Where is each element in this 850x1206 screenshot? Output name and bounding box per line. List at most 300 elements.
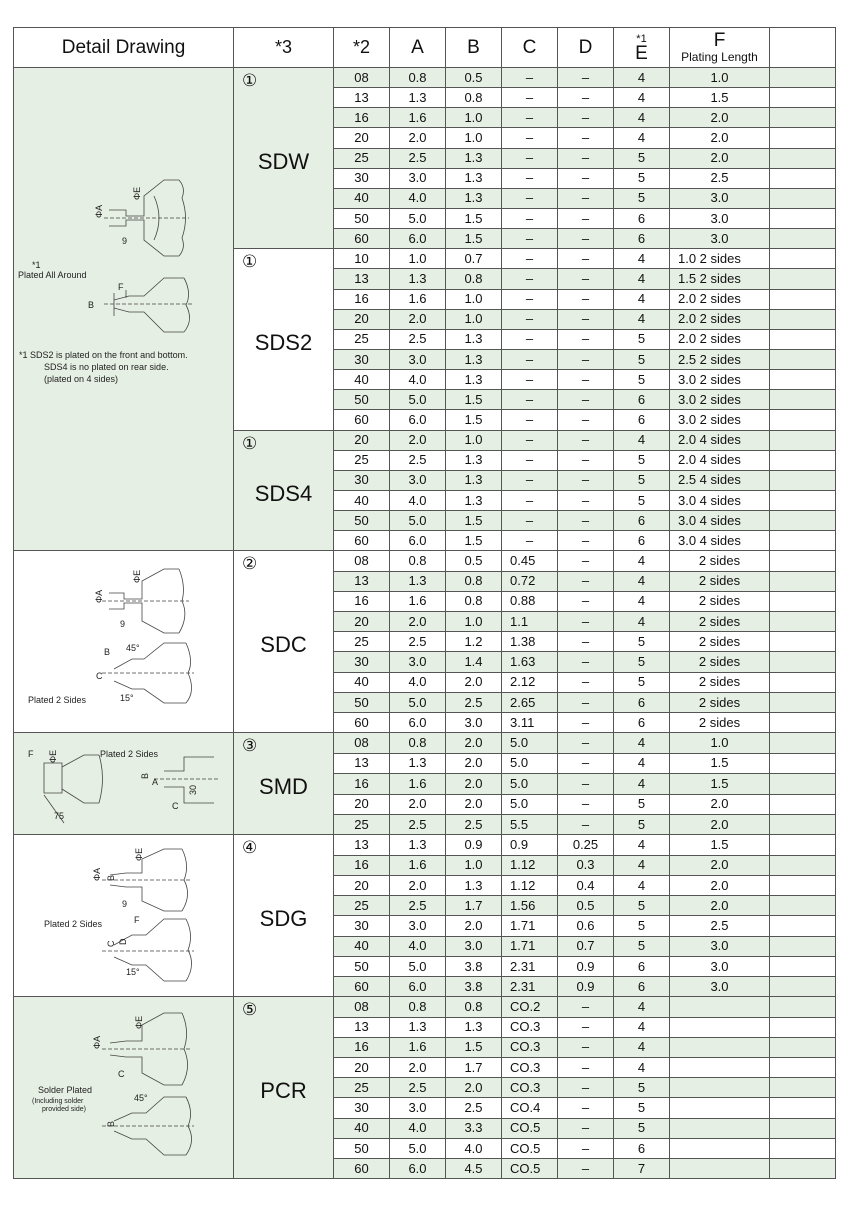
cell-c: CO.5 (502, 1118, 558, 1138)
cell-f: 2.0 (670, 896, 770, 916)
cell-blank (770, 814, 836, 834)
cell-b: 2.0 (446, 1078, 502, 1098)
cell-f (670, 1058, 770, 1078)
tip-type-name: SDW (257, 148, 310, 174)
cell-size: 50 (334, 1138, 390, 1158)
cell-b: 2.5 (446, 814, 502, 834)
cell-c: – (502, 531, 558, 551)
note-line-1: *1 SDS2 is plated on the front and bottom. (19, 350, 188, 360)
cell-d: – (558, 148, 614, 168)
cell-d: – (558, 490, 614, 510)
cell-f: 2.0 4 sides (670, 450, 770, 470)
cell-f: 3.0 4 sides (670, 511, 770, 531)
cell-b: 1.0 (446, 309, 502, 329)
cell-d: – (558, 713, 614, 733)
cell-f: 2.0 2 sides (670, 289, 770, 309)
cell-blank (770, 450, 836, 470)
cell-size: 50 (334, 956, 390, 976)
cell-a: 1.6 (390, 855, 446, 875)
note-line-3: (plated on 4 sides) (44, 374, 119, 384)
cell-c: – (502, 128, 558, 148)
cell-f: 2 sides (670, 591, 770, 611)
b-label-5: B (106, 1121, 116, 1128)
phi-a-label: ΦA (92, 1036, 102, 1050)
solder-plated-2: (Including solder (32, 1098, 84, 1106)
cell-a: 1.3 (390, 1017, 446, 1037)
cell-blank (770, 390, 836, 410)
d-label-4: D (118, 938, 128, 946)
cell-size: 60 (334, 977, 390, 997)
cell-e: 5 (614, 349, 670, 369)
cell-a: 5.0 (390, 390, 446, 410)
cell-a: 1.3 (390, 269, 446, 289)
cell-d: – (558, 309, 614, 329)
cell-f (670, 1037, 770, 1057)
cell-c: 1.71 (502, 936, 558, 956)
cell-e: 5 (614, 188, 670, 208)
cell-a: 6.0 (390, 1159, 446, 1179)
cell-e: 6 (614, 1138, 670, 1158)
cell-d: – (558, 672, 614, 692)
cell-blank (770, 370, 836, 390)
cell-blank (770, 1138, 836, 1158)
dim-9-label: 9 (120, 619, 126, 630)
cell-c: 1.12 (502, 875, 558, 895)
header-detail-drawing: Detail Drawing (14, 28, 234, 68)
cell-blank (770, 309, 836, 329)
c-label-2: C (96, 671, 103, 682)
cell-f: 1.5 (670, 88, 770, 108)
phi-a-label: ΦA (92, 868, 102, 882)
cell-c: – (502, 490, 558, 510)
cell-b: 3.0 (446, 713, 502, 733)
cell-e: 4 (614, 1037, 670, 1057)
cell-c: – (502, 289, 558, 309)
cell-f: 1.5 2 sides (670, 269, 770, 289)
table-row (14, 551, 836, 571)
cell-c: – (502, 410, 558, 430)
cell-f: 2 sides (670, 692, 770, 712)
tip-shape-mark: ⑤ (242, 1000, 258, 1020)
cell-f (670, 997, 770, 1017)
cell-a: 2.5 (390, 1078, 446, 1098)
cell-size: 25 (334, 329, 390, 349)
cell-f (670, 1078, 770, 1098)
cell-d: – (558, 1078, 614, 1098)
tip-type-name: SMD (259, 773, 308, 799)
cell-f: 2.5 (670, 168, 770, 188)
cell-e: 5 (614, 329, 670, 349)
cell-e: 4 (614, 1058, 670, 1078)
cell-d: – (558, 249, 614, 269)
cell-e: 5 (614, 490, 670, 510)
cell-a: 6.0 (390, 531, 446, 551)
cell-size: 25 (334, 896, 390, 916)
cell-c: CO.2 (502, 997, 558, 1017)
header-f-label: F (713, 29, 726, 51)
cell-d: 0.9 (558, 956, 614, 976)
cell-e: 4 (614, 591, 670, 611)
cell-c: 5.0 (502, 774, 558, 794)
cell-e: 5 (614, 1098, 670, 1118)
note-line-2: SDS4 is no plated on rear side. (44, 362, 169, 372)
cell-a: 6.0 (390, 977, 446, 997)
cell-c: – (502, 188, 558, 208)
cell-e: 5 (614, 632, 670, 652)
cell-d: – (558, 68, 614, 88)
cell-a: 3.0 (390, 652, 446, 672)
cell-b: 1.3 (446, 168, 502, 188)
header-blank (770, 28, 836, 68)
cell-blank (770, 774, 836, 794)
cell-e: 5 (614, 450, 670, 470)
cell-size: 25 (334, 1078, 390, 1098)
cell-blank (770, 1098, 836, 1118)
cell-blank (770, 148, 836, 168)
cell-e: 4 (614, 1017, 670, 1037)
cell-f: 3.0 2 sides (670, 410, 770, 430)
cell-a: 2.0 (390, 794, 446, 814)
tip-type-name: PCR (260, 1078, 307, 1104)
cell-size: 25 (334, 450, 390, 470)
cell-a: 3.0 (390, 168, 446, 188)
cell-blank (770, 269, 836, 289)
cell-e: 4 (614, 753, 670, 773)
tip-drawing-1 (14, 68, 232, 538)
cell-b: 2.0 (446, 774, 502, 794)
cell-size: 30 (334, 470, 390, 490)
cell-d: – (558, 88, 614, 108)
cell-d: – (558, 814, 614, 834)
tip-type-name: SDS4 (254, 480, 313, 506)
cell-f: 1.0 (670, 68, 770, 88)
tip-type-cell (234, 68, 334, 249)
cell-d: 0.7 (558, 936, 614, 956)
cell-c: 0.72 (502, 571, 558, 591)
cell-d: – (558, 269, 614, 289)
drawing-sdw-sds (14, 68, 233, 550)
cell-a: 0.8 (390, 551, 446, 571)
table-row (14, 997, 836, 1017)
phi-a-label: ΦA (94, 204, 104, 218)
cell-blank (770, 410, 836, 430)
cell-size: 30 (334, 168, 390, 188)
tip-shape-mark: ② (242, 554, 258, 574)
cell-e: 6 (614, 229, 670, 249)
cell-blank (770, 855, 836, 875)
cell-e: 6 (614, 531, 670, 551)
cell-c: – (502, 229, 558, 249)
cell-a: 2.5 (390, 450, 446, 470)
cell-d: 0.3 (558, 855, 614, 875)
cell-b: 0.8 (446, 591, 502, 611)
cell-f: 2 sides (670, 551, 770, 571)
detail-drawing-cell (14, 835, 234, 997)
cell-size: 08 (334, 997, 390, 1017)
cell-a: 3.0 (390, 349, 446, 369)
b-label-4: B (106, 875, 116, 882)
cell-blank (770, 208, 836, 228)
cell-blank (770, 1058, 836, 1078)
cell-size: 50 (334, 390, 390, 410)
tip-drawing-4 (14, 835, 232, 993)
cell-b: 0.5 (446, 551, 502, 571)
b-label-1: B (88, 300, 95, 310)
cell-b: 1.4 (446, 652, 502, 672)
cell-a: 0.8 (390, 68, 446, 88)
cell-blank (770, 108, 836, 128)
cell-b: 0.7 (446, 249, 502, 269)
cell-a: 1.0 (390, 249, 446, 269)
cell-e: 5 (614, 936, 670, 956)
cell-blank (770, 612, 836, 632)
cell-size: 08 (334, 733, 390, 753)
tip-shape-mark: ③ (242, 736, 258, 756)
cell-f: 3.0 (670, 956, 770, 976)
cell-d: – (558, 168, 614, 188)
cell-d: – (558, 1058, 614, 1078)
cell-c: CO.5 (502, 1138, 558, 1158)
cell-size: 13 (334, 1017, 390, 1037)
cell-e: 4 (614, 309, 670, 329)
cell-blank (770, 349, 836, 369)
cell-a: 1.3 (390, 753, 446, 773)
detail-drawing-cell (14, 551, 234, 733)
cell-d: – (558, 692, 614, 712)
cell-blank (770, 835, 836, 855)
cell-b: 1.7 (446, 896, 502, 916)
cell-size: 25 (334, 148, 390, 168)
cell-e: 5 (614, 470, 670, 490)
tip-drawing-5 (14, 997, 232, 1175)
cell-size: 13 (334, 753, 390, 773)
cell-c: – (502, 148, 558, 168)
cell-c: – (502, 370, 558, 390)
cell-blank (770, 188, 836, 208)
angle-15-label: 15° (120, 693, 134, 704)
cell-d: – (558, 1037, 614, 1057)
cell-size: 16 (334, 289, 390, 309)
cell-f: 2.5 4 sides (670, 470, 770, 490)
cell-size: 20 (334, 128, 390, 148)
cell-d: – (558, 329, 614, 349)
cell-b: 1.3 (446, 148, 502, 168)
phi-e-label: ΦE (134, 848, 144, 862)
cell-e: 4 (614, 68, 670, 88)
cell-a: 4.0 (390, 490, 446, 510)
cell-blank (770, 733, 836, 753)
cell-size: 30 (334, 349, 390, 369)
header-a: A (390, 28, 446, 68)
cell-blank (770, 551, 836, 571)
cell-a: 1.3 (390, 88, 446, 108)
cell-b: 2.5 (446, 1098, 502, 1118)
cell-a: 2.0 (390, 430, 446, 450)
cell-d: – (558, 612, 614, 632)
phi-e-label: ΦE (132, 186, 142, 200)
cell-blank (770, 1078, 836, 1098)
cell-c: 5.5 (502, 814, 558, 834)
cell-c: 0.9 (502, 835, 558, 855)
cell-f: 2.0 (670, 855, 770, 875)
cell-f: 3.0 2 sides (670, 390, 770, 410)
cell-d: – (558, 1098, 614, 1118)
cell-e: 5 (614, 916, 670, 936)
cell-f: 2 sides (670, 632, 770, 652)
cell-f (670, 1138, 770, 1158)
cell-a: 4.0 (390, 1118, 446, 1138)
cell-size: 13 (334, 835, 390, 855)
cell-size: 20 (334, 875, 390, 895)
tip-shape-mark: ① (242, 252, 258, 272)
cell-size: 13 (334, 571, 390, 591)
cell-size: 30 (334, 1098, 390, 1118)
cell-a: 5.0 (390, 692, 446, 712)
cell-a: 3.0 (390, 916, 446, 936)
cell-b: 1.5 (446, 229, 502, 249)
cell-e: 5 (614, 652, 670, 672)
cell-a: 1.3 (390, 571, 446, 591)
cell-blank (770, 128, 836, 148)
plated-2-sides: Plated 2 Sides (28, 695, 87, 706)
cell-b: 0.9 (446, 835, 502, 855)
cell-a: 6.0 (390, 713, 446, 733)
cell-b: 1.5 (446, 1037, 502, 1057)
cell-e: 4 (614, 108, 670, 128)
cell-e: 4 (614, 551, 670, 571)
cell-e: 5 (614, 814, 670, 834)
cell-e: 4 (614, 612, 670, 632)
cell-blank (770, 1118, 836, 1138)
cell-a: 4.0 (390, 672, 446, 692)
cell-c: CO.3 (502, 1037, 558, 1057)
cell-a: 2.0 (390, 309, 446, 329)
cell-size: 16 (334, 591, 390, 611)
cell-b: 1.0 (446, 612, 502, 632)
cell-c: 2.12 (502, 672, 558, 692)
cell-a: 3.0 (390, 1098, 446, 1118)
cell-size: 20 (334, 794, 390, 814)
cell-blank (770, 997, 836, 1017)
cell-d: 0.9 (558, 977, 614, 997)
cell-c: – (502, 470, 558, 490)
cell-f: 1.0 2 sides (670, 249, 770, 269)
cell-f: 3.0 4 sides (670, 490, 770, 510)
cell-a: 5.0 (390, 208, 446, 228)
cell-b: 1.2 (446, 632, 502, 652)
cell-size: 13 (334, 88, 390, 108)
cell-a: 5.0 (390, 511, 446, 531)
cell-e: 4 (614, 997, 670, 1017)
detail-drawing-cell (14, 68, 234, 551)
cell-c: – (502, 450, 558, 470)
cell-blank (770, 713, 836, 733)
table-row (14, 68, 836, 88)
cell-c: – (502, 309, 558, 329)
cell-d: – (558, 450, 614, 470)
cell-blank (770, 531, 836, 551)
b-label-3: B (140, 773, 150, 780)
cell-f: 2.0 2 sides (670, 309, 770, 329)
plated-2-sides-4: Plated 2 Sides (44, 919, 103, 930)
cell-a: 2.0 (390, 128, 446, 148)
f-label-1: F (118, 282, 124, 292)
cell-a: 1.6 (390, 591, 446, 611)
cell-b: 0.8 (446, 269, 502, 289)
cell-b: 2.0 (446, 733, 502, 753)
cell-c: – (502, 269, 558, 289)
cell-e: 5 (614, 672, 670, 692)
cell-d: – (558, 591, 614, 611)
cell-blank (770, 229, 836, 249)
dim-30-label: 30 (188, 785, 198, 796)
cell-b: 1.5 (446, 390, 502, 410)
tip-type-cell (234, 835, 334, 997)
cell-size: 50 (334, 511, 390, 531)
cell-e: 5 (614, 370, 670, 390)
cell-size: 13 (334, 269, 390, 289)
cell-f: 2.5 2 sides (670, 349, 770, 369)
cell-f: 2.0 (670, 875, 770, 895)
cell-e: 4 (614, 571, 670, 591)
cell-size: 20 (334, 309, 390, 329)
cell-f: 1.5 (670, 835, 770, 855)
cell-blank (770, 88, 836, 108)
cell-e: 4 (614, 835, 670, 855)
cell-d: – (558, 208, 614, 228)
cell-blank (770, 956, 836, 976)
cell-d: – (558, 370, 614, 390)
cell-f: 3.0 (670, 229, 770, 249)
cell-e: 5 (614, 794, 670, 814)
cell-size: 50 (334, 692, 390, 712)
cell-blank (770, 289, 836, 309)
cell-c: – (502, 390, 558, 410)
cell-b: 1.3 (446, 875, 502, 895)
cell-size: 20 (334, 612, 390, 632)
cell-b: 1.3 (446, 349, 502, 369)
cell-f: 3.0 2 sides (670, 370, 770, 390)
cell-b: 1.3 (446, 490, 502, 510)
plated-all-around: Plated All Around (18, 270, 87, 280)
c-label-4: C (106, 940, 116, 948)
cell-d: – (558, 794, 614, 814)
cell-e: 4 (614, 875, 670, 895)
cell-blank (770, 1017, 836, 1037)
cell-b: 2.5 (446, 692, 502, 712)
dim-9-label: 9 (122, 899, 128, 910)
cell-d: 0.5 (558, 896, 614, 916)
cell-f: 2.0 (670, 108, 770, 128)
cell-size: 20 (334, 430, 390, 450)
cell-f: 2.5 (670, 916, 770, 936)
cell-e: 6 (614, 713, 670, 733)
cell-d: – (558, 229, 614, 249)
cell-blank (770, 794, 836, 814)
cell-b: 3.0 (446, 936, 502, 956)
cell-d: – (558, 531, 614, 551)
phi-a-label: ΦA (94, 590, 104, 604)
header-e-label: E (635, 43, 648, 64)
tip-type-cell (234, 249, 334, 430)
tip-shape-mark: ① (242, 433, 258, 453)
tip-type-name: SDG (259, 905, 308, 931)
cell-b: 1.3 (446, 370, 502, 390)
cell-b: 1.0 (446, 128, 502, 148)
cell-blank (770, 875, 836, 895)
cell-d: – (558, 188, 614, 208)
cell-size: 30 (334, 652, 390, 672)
